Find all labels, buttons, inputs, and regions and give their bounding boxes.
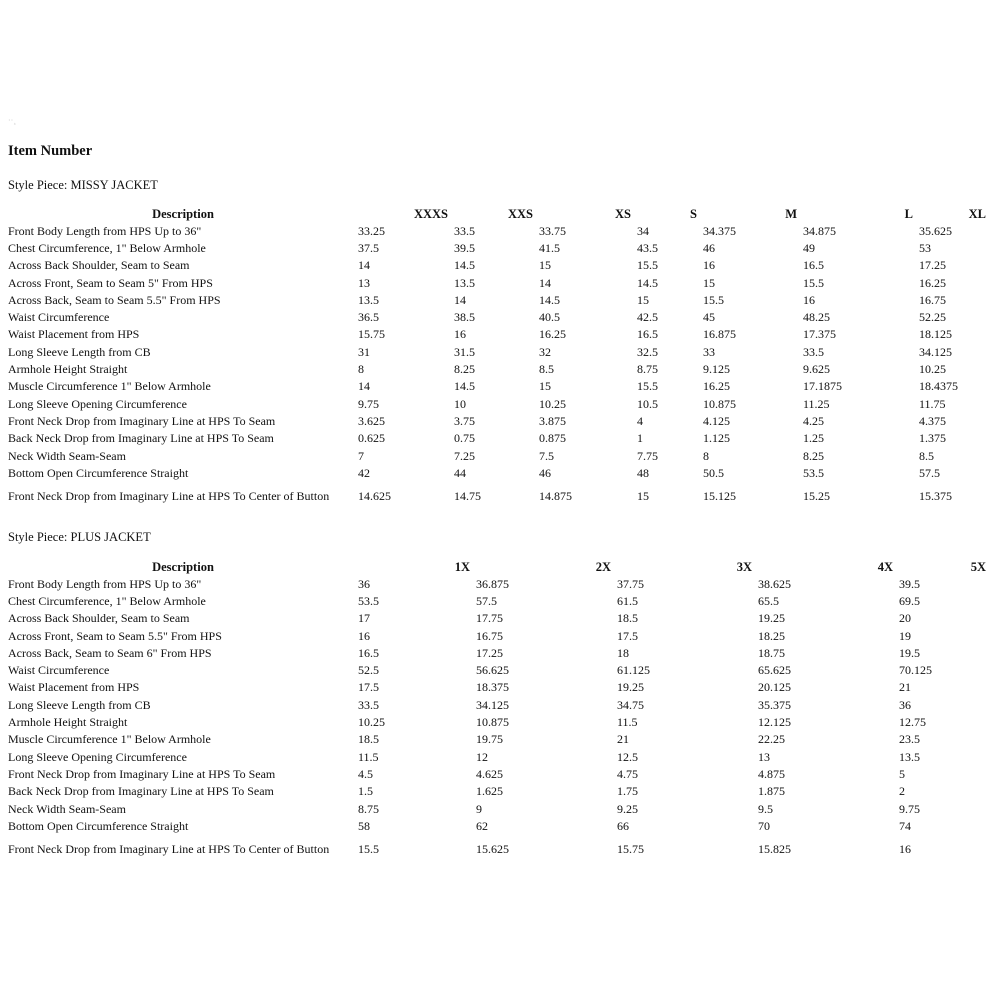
measurement-description: Front Neck Drop from Imaginary Line at HPS To Center of Button <box>8 488 330 503</box>
measurement-value: 15.625 <box>476 842 509 857</box>
table-row <box>8 378 992 395</box>
table-row <box>8 679 992 696</box>
measurement-value: 19.5 <box>899 645 920 660</box>
size-header: 5X <box>970 560 986 574</box>
measurement-value: 53 <box>919 240 931 255</box>
measurement-description: Waist Circumference <box>8 663 110 678</box>
measurement-value: 16.5 <box>803 258 824 273</box>
measurement-value: 19.75 <box>476 732 503 747</box>
measurement-value: 46 <box>539 465 551 480</box>
measurement-value: 39.5 <box>899 576 920 591</box>
measurement-description: Long Sleeve Length from CB <box>8 344 151 359</box>
measurement-value: 16.5 <box>637 327 658 342</box>
measurement-value: 16 <box>803 292 815 307</box>
table-row <box>8 575 992 592</box>
measurement-value: 15.5 <box>358 842 379 857</box>
size-header: XXS <box>507 207 533 221</box>
table-row <box>8 395 992 412</box>
measurement-value: 7.5 <box>539 448 554 463</box>
table-row <box>8 464 992 481</box>
measurement-value: 1.875 <box>758 784 785 799</box>
measurement-value: 12.125 <box>758 715 791 730</box>
measurement-value: 50.5 <box>703 465 724 480</box>
measurement-value: 14.875 <box>539 489 572 504</box>
measurement-value: 9.5 <box>758 801 773 816</box>
measurement-value: 56.625 <box>476 663 509 678</box>
measurement-value: 0.625 <box>358 431 385 446</box>
measurement-value: 10.5 <box>637 396 658 411</box>
measurement-value: 4.875 <box>758 766 785 781</box>
measurement-description: Armhole Height Straight <box>8 362 128 377</box>
measurement-value: 15 <box>637 292 649 307</box>
measurement-value: 1.375 <box>919 431 946 446</box>
measurement-value: 18.5 <box>617 611 638 626</box>
missy-style-piece-label: Style Piece: MISSY JACKET <box>8 178 158 192</box>
measurement-value: 14.625 <box>358 489 391 504</box>
table-row <box>8 308 992 325</box>
table-row <box>8 696 992 713</box>
measurement-value: 18.25 <box>758 628 785 643</box>
measurement-value: 4.375 <box>919 413 946 428</box>
measurement-value: 8.25 <box>454 362 475 377</box>
measurement-description: Across Front, Seam to Seam 5" From HPS <box>8 275 213 290</box>
measurement-description: Front Body Length from HPS Up to 36" <box>8 576 202 591</box>
size-header: 3X <box>736 560 752 574</box>
table-row <box>8 817 992 834</box>
measurement-description: Front Neck Drop from Imaginary Line at HPS To Seam <box>8 766 276 781</box>
measurement-value: 42 <box>358 465 370 480</box>
measurement-value: 18.125 <box>919 327 952 342</box>
measurement-value: 37.75 <box>617 576 644 591</box>
measurement-value: 4.625 <box>476 766 503 781</box>
measurement-value: 14.5 <box>454 379 475 394</box>
measurement-value: 1.75 <box>617 784 638 799</box>
measurement-value: 14.5 <box>539 292 560 307</box>
measurement-description: Bottom Open Circumference Straight <box>8 465 189 480</box>
measurement-value: 3.75 <box>454 413 475 428</box>
measurement-value: 13.5 <box>899 749 920 764</box>
measurement-value: 66 <box>617 818 629 833</box>
measurement-value: 14.5 <box>454 258 475 273</box>
table-row <box>8 481 992 511</box>
measurement-value: 8.5 <box>919 448 934 463</box>
measurement-value: 18.5 <box>358 732 379 747</box>
measurement-value: 11.5 <box>617 715 638 730</box>
measurement-value: 74 <box>899 818 911 833</box>
measurement-value: 19.25 <box>758 611 785 626</box>
measurement-value: 12.5 <box>617 749 638 764</box>
measurement-value: 8.75 <box>358 801 379 816</box>
measurement-value: 15.375 <box>919 489 952 504</box>
table-row <box>8 257 992 274</box>
measurement-value: 70.125 <box>899 663 932 678</box>
measurement-value: 17.25 <box>476 645 503 660</box>
measurement-description: Across Front, Seam to Seam 5.5" From HPS <box>8 628 222 643</box>
table-row <box>8 343 992 360</box>
measurement-value: 33.5 <box>358 697 379 712</box>
measurement-value: 15.5 <box>637 258 658 273</box>
size-header: L <box>904 207 913 221</box>
measurement-description: Chest Circumference, 1" Below Armhole <box>8 593 206 608</box>
measurement-value: 9.625 <box>803 362 830 377</box>
plus-header-row <box>8 559 992 575</box>
measurement-value: 61.5 <box>617 593 638 608</box>
measurement-value: 58 <box>358 818 370 833</box>
measurement-value: 1.25 <box>803 431 824 446</box>
measurement-value: 10.25 <box>358 715 385 730</box>
measurement-value: 44 <box>454 465 466 480</box>
measurement-value: 1.5 <box>358 784 373 799</box>
measurement-value: 4.125 <box>703 413 730 428</box>
measurement-description: Neck Width Seam-Seam <box>8 448 126 463</box>
measurement-value: 41.5 <box>539 240 560 255</box>
measurement-value: 10.25 <box>539 396 566 411</box>
measurement-value: 34.375 <box>703 223 736 238</box>
table-row <box>8 748 992 765</box>
measurement-value: 17 <box>358 611 370 626</box>
measurement-value: 17.25 <box>919 258 946 273</box>
measurement-value: 48.25 <box>803 310 830 325</box>
measurement-value: 18.4375 <box>919 379 958 394</box>
measurement-value: 42.5 <box>637 310 658 325</box>
measurement-value: 8 <box>703 448 709 463</box>
measurement-description: Back Neck Drop from Imaginary Line at HPS To Seam <box>8 784 274 799</box>
plus-spec-table <box>8 559 992 864</box>
measurement-value: 52.25 <box>919 310 946 325</box>
measurement-value: 36.875 <box>476 576 509 591</box>
measurement-value: 33.5 <box>454 223 475 238</box>
size-header: XL <box>968 207 986 221</box>
table-row <box>8 627 992 644</box>
measurement-description: Neck Width Seam-Seam <box>8 801 126 816</box>
measurement-value: 57.5 <box>476 593 497 608</box>
table-row <box>8 644 992 661</box>
measurement-value: 8.5 <box>539 362 554 377</box>
measurement-value: 13 <box>358 275 370 290</box>
measurement-value: 15 <box>703 275 715 290</box>
measurement-value: 3.625 <box>358 413 385 428</box>
measurement-value: 17.375 <box>803 327 836 342</box>
description-header: Description <box>152 560 214 574</box>
measurement-value: 8.75 <box>637 362 658 377</box>
measurement-value: 35.625 <box>919 223 952 238</box>
plus-style-piece-label: Style Piece: PLUS JACKET <box>8 530 151 544</box>
measurement-description: Long Sleeve Length from CB <box>8 697 151 712</box>
size-header: S <box>690 207 697 221</box>
measurement-value: 65.625 <box>758 663 791 678</box>
size-header: XS <box>615 207 631 221</box>
measurement-value: 9.75 <box>899 801 920 816</box>
size-header: 4X <box>877 560 893 574</box>
measurement-value: 16.25 <box>703 379 730 394</box>
measurement-value: 1 <box>637 431 643 446</box>
measurement-value: 61.125 <box>617 663 650 678</box>
measurement-value: 19.25 <box>617 680 644 695</box>
measurement-value: 4.75 <box>617 766 638 781</box>
measurement-value: 16.25 <box>539 327 566 342</box>
table-row <box>8 783 992 800</box>
measurement-value: 34.125 <box>919 344 952 359</box>
measurement-value: 11.75 <box>919 396 946 411</box>
measurement-description: Waist Placement from HPS <box>8 327 140 342</box>
measurement-description: Front Neck Drop from Imaginary Line at HPS To Center of Button <box>8 841 330 856</box>
measurement-description: Front Neck Drop from Imaginary Line at HPS To Seam <box>8 413 276 428</box>
measurement-value: 10.25 <box>919 362 946 377</box>
measurement-value: 34.875 <box>803 223 836 238</box>
measurement-value: 33 <box>703 344 715 359</box>
measurement-value: 14.5 <box>637 275 658 290</box>
measurement-value: 8 <box>358 362 364 377</box>
measurement-value: 14 <box>358 258 370 273</box>
measurement-value: 4.5 <box>358 766 373 781</box>
measurement-value: 16.5 <box>358 645 379 660</box>
measurement-value: 19 <box>899 628 911 643</box>
measurement-value: 18.375 <box>476 680 509 695</box>
table-row <box>8 274 992 291</box>
measurement-description: Muscle Circumference 1" Below Armhole <box>8 732 211 747</box>
measurement-value: 10 <box>454 396 466 411</box>
measurement-value: 49 <box>803 240 815 255</box>
measurement-value: 12.75 <box>899 715 926 730</box>
measurement-description: Across Back, Seam to Seam 5.5" From HPS <box>8 292 221 307</box>
measurement-value: 9.125 <box>703 362 730 377</box>
table-row <box>8 430 992 447</box>
measurement-value: 36.5 <box>358 310 379 325</box>
measurement-value: 36 <box>899 697 911 712</box>
measurement-value: 15.25 <box>803 489 830 504</box>
table-row <box>8 592 992 609</box>
measurement-value: 38.5 <box>454 310 475 325</box>
measurement-value: 70 <box>758 818 770 833</box>
measurement-value: 16.25 <box>919 275 946 290</box>
description-header: Description <box>152 207 214 221</box>
measurement-value: 10.875 <box>703 396 736 411</box>
table-row <box>8 412 992 429</box>
measurement-value: 16.875 <box>703 327 736 342</box>
measurement-description: Across Back Shoulder, Seam to Seam <box>8 611 190 626</box>
measurement-value: 11.5 <box>358 749 379 764</box>
table-row <box>8 326 992 343</box>
measurement-value: 31 <box>358 344 370 359</box>
measurement-value: 52.5 <box>358 663 379 678</box>
measurement-description: Waist Circumference <box>8 310 110 325</box>
measurement-value: 69.5 <box>899 593 920 608</box>
measurement-value: 3.875 <box>539 413 566 428</box>
measurement-value: 7.75 <box>637 448 658 463</box>
measurement-value: 1.625 <box>476 784 503 799</box>
measurement-value: 21 <box>617 732 629 747</box>
table-row <box>8 800 992 817</box>
measurement-value: 18 <box>617 645 629 660</box>
measurement-value: 62 <box>476 818 488 833</box>
missy-header-row <box>8 206 992 222</box>
measurement-value: 0.875 <box>539 431 566 446</box>
measurement-value: 34 <box>637 223 649 238</box>
measurement-value: 14.75 <box>454 489 481 504</box>
measurement-value: 40.5 <box>539 310 560 325</box>
table-row <box>8 239 992 256</box>
measurement-value: 33.5 <box>803 344 824 359</box>
measurement-value: 38.625 <box>758 576 791 591</box>
measurement-value: 15.75 <box>358 327 385 342</box>
table-row <box>8 222 992 239</box>
table-row <box>8 765 992 782</box>
measurement-description: Across Back, Seam to Seam 6" From HPS <box>8 645 212 660</box>
faint-mark: ··¸ <box>8 116 16 125</box>
measurement-value: 33.75 <box>539 223 566 238</box>
measurement-value: 39.5 <box>454 240 475 255</box>
measurement-value: 2 <box>899 784 905 799</box>
measurement-value: 0.75 <box>454 431 475 446</box>
table-row <box>8 834 992 864</box>
size-header: M <box>785 207 797 221</box>
measurement-value: 9.75 <box>358 396 379 411</box>
measurement-value: 1.125 <box>703 431 730 446</box>
measurement-value: 15.5 <box>637 379 658 394</box>
measurement-value: 4.25 <box>803 413 824 428</box>
measurement-value: 15.825 <box>758 842 791 857</box>
measurement-value: 15.5 <box>703 292 724 307</box>
measurement-value: 16 <box>454 327 466 342</box>
measurement-value: 57.5 <box>919 465 940 480</box>
measurement-value: 13 <box>758 749 770 764</box>
measurement-description: Bottom Open Circumference Straight <box>8 818 189 833</box>
table-row <box>8 713 992 730</box>
measurement-value: 48 <box>637 465 649 480</box>
measurement-value: 53.5 <box>803 465 824 480</box>
measurement-description: Waist Placement from HPS <box>8 680 140 695</box>
measurement-value: 17.75 <box>476 611 503 626</box>
measurement-value: 34.75 <box>617 697 644 712</box>
measurement-value: 8.25 <box>803 448 824 463</box>
size-header: XXXS <box>413 207 448 221</box>
measurement-value: 17.1875 <box>803 379 842 394</box>
measurement-value: 16 <box>899 842 911 857</box>
missy-spec-table <box>8 206 992 511</box>
table-row <box>8 661 992 678</box>
size-header: 2X <box>595 560 611 574</box>
measurement-value: 16 <box>703 258 715 273</box>
measurement-value: 21 <box>899 680 911 695</box>
measurement-value: 9.25 <box>617 801 638 816</box>
measurement-value: 11.25 <box>803 396 830 411</box>
measurement-value: 20.125 <box>758 680 791 695</box>
measurement-value: 65.5 <box>758 593 779 608</box>
measurement-value: 16.75 <box>919 292 946 307</box>
measurement-description: Long Sleeve Opening Circumference <box>8 749 187 764</box>
table-row <box>8 291 992 308</box>
measurement-value: 17.5 <box>358 680 379 695</box>
measurement-value: 15.75 <box>617 842 644 857</box>
table-row <box>8 447 992 464</box>
measurement-value: 35.375 <box>758 697 791 712</box>
measurement-value: 12 <box>476 749 488 764</box>
measurement-value: 7.25 <box>454 448 475 463</box>
measurement-value: 15.5 <box>803 275 824 290</box>
measurement-value: 15 <box>539 379 551 394</box>
measurement-value: 53.5 <box>358 593 379 608</box>
measurement-value: 32.5 <box>637 344 658 359</box>
measurement-value: 14 <box>358 379 370 394</box>
table-row <box>8 731 992 748</box>
measurement-description: Muscle Circumference 1" Below Armhole <box>8 379 211 394</box>
measurement-value: 43.5 <box>637 240 658 255</box>
measurement-value: 14 <box>454 292 466 307</box>
table-row <box>8 360 992 377</box>
measurement-value: 36 <box>358 576 370 591</box>
measurement-value: 4 <box>637 413 643 428</box>
measurement-value: 15 <box>637 489 649 504</box>
measurement-value: 34.125 <box>476 697 509 712</box>
measurement-value: 13.5 <box>454 275 475 290</box>
measurement-value: 16 <box>358 628 370 643</box>
measurement-value: 14 <box>539 275 551 290</box>
measurement-description: Long Sleeve Opening Circumference <box>8 396 187 411</box>
measurement-description: Back Neck Drop from Imaginary Line at HPS To Seam <box>8 431 274 446</box>
measurement-value: 33.25 <box>358 223 385 238</box>
measurement-value: 23.5 <box>899 732 920 747</box>
measurement-value: 10.875 <box>476 715 509 730</box>
measurement-value: 15 <box>539 258 551 273</box>
table-row <box>8 610 992 627</box>
measurement-description: Across Back Shoulder, Seam to Seam <box>8 258 190 273</box>
measurement-value: 7 <box>358 448 364 463</box>
measurement-description: Front Body Length from HPS Up to 36" <box>8 223 202 238</box>
measurement-value: 45 <box>703 310 715 325</box>
measurement-value: 32 <box>539 344 551 359</box>
item-number-heading: Item Number <box>8 143 93 159</box>
measurement-value: 16.75 <box>476 628 503 643</box>
measurement-description: Armhole Height Straight <box>8 715 128 730</box>
measurement-value: 20 <box>899 611 911 626</box>
measurement-value: 22.25 <box>758 732 785 747</box>
measurement-value: 17.5 <box>617 628 638 643</box>
measurement-value: 18.75 <box>758 645 785 660</box>
measurement-value: 46 <box>703 240 715 255</box>
size-header: 1X <box>454 560 470 574</box>
measurement-value: 15.125 <box>703 489 736 504</box>
measurement-value: 9 <box>476 801 482 816</box>
measurement-value: 31.5 <box>454 344 475 359</box>
measurement-value: 37.5 <box>358 240 379 255</box>
measurement-value: 13.5 <box>358 292 379 307</box>
measurement-value: 5 <box>899 766 905 781</box>
measurement-description: Chest Circumference, 1" Below Armhole <box>8 240 206 255</box>
